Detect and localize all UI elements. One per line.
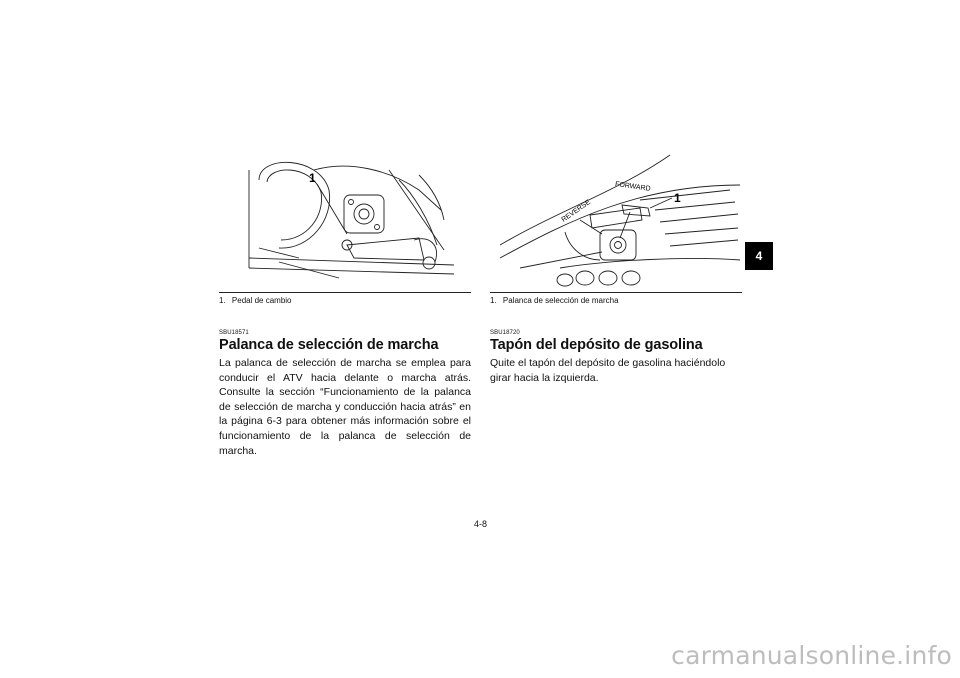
shift-pedal-drawing: [219, 150, 471, 288]
figure-caption: [490, 297, 742, 305]
caption-number: 1.: [219, 296, 226, 305]
section-code: SBU18720: [490, 330, 520, 336]
shift-lever-illustration: [490, 150, 742, 288]
forward-label: FORWARD: [614, 180, 651, 193]
shift-lever-drawing: [490, 150, 742, 288]
shift-pedal-illustration: [219, 150, 471, 288]
figure-rule: [490, 292, 742, 293]
caption-number: 1.: [490, 296, 497, 305]
right-column: [490, 150, 742, 385]
left-column: [219, 150, 471, 458]
section-body: La palanca de selección de marcha se emplea para conducir el ATV hacia delante o marcha atrás. Consulte la sección “Funcionamiento de la palanca de selección de marcha y conducción hacia atrás” en la página 6-3 para obtener más información sobre el funcionamiento de la palanca de selección de marcha.: [219, 357, 471, 457]
figure-callout-1: 1: [674, 191, 681, 205]
chapter-tab[interactable]: 4: [745, 242, 773, 270]
caption-text: Pedal de cambio: [231, 296, 292, 305]
section-heading: Tapón del depósito de gasolina: [490, 337, 703, 353]
caption-text: Palanca de selección de marcha: [502, 296, 619, 305]
section-code: SBU18571: [219, 330, 249, 336]
page-number: 4-8: [474, 519, 488, 529]
watermark: carmanualsonline.info: [671, 641, 952, 670]
section-heading: Palanca de selección de marcha: [219, 337, 439, 353]
figure-rule: [219, 292, 471, 293]
figure-callout-1: 1: [309, 171, 316, 185]
reverse-label: REVERSE: [560, 198, 592, 224]
figure-caption: [219, 297, 471, 305]
section-body: Quite el tapón del depósito de gasolina haciéndolo girar hacia la izquierda.: [490, 357, 726, 384]
